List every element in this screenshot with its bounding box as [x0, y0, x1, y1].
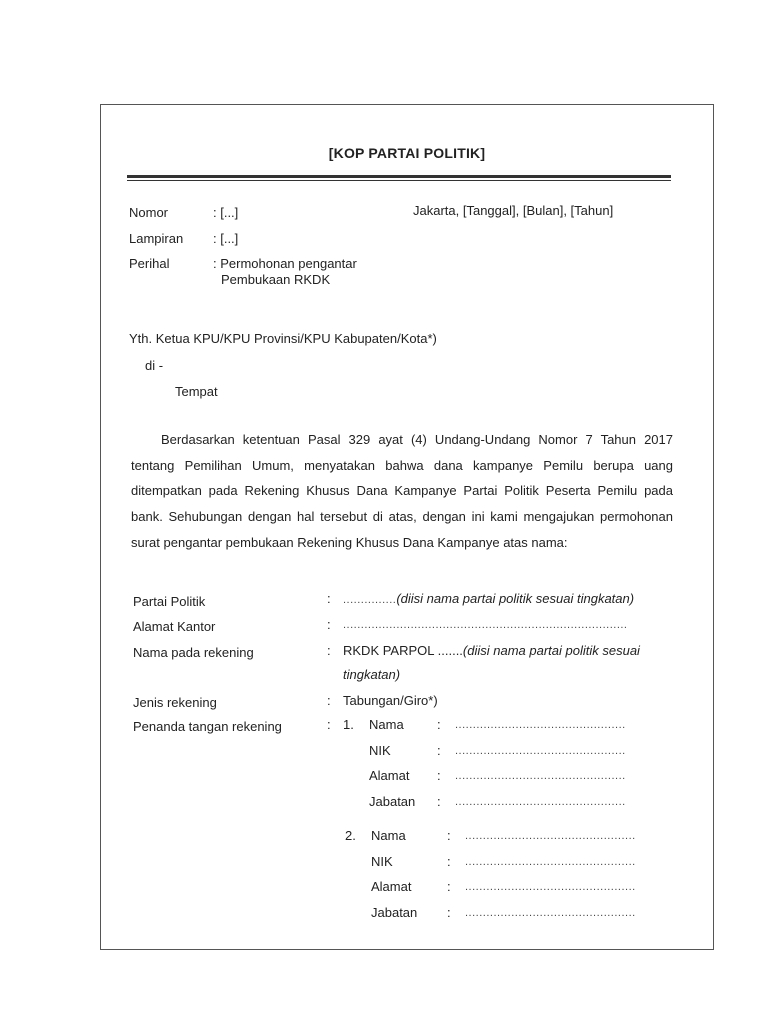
nama-rekening-note-2: tingkatan): [343, 667, 401, 682]
signer-1-jabatan-dots: ................................................: [455, 796, 626, 808]
signer-1-jabatan-label: Jabatan: [369, 794, 416, 809]
lampiran-label: Lampiran: [129, 231, 184, 246]
signer-1-number: 1.: [343, 717, 354, 732]
signer-1-alamat-dots: ................................................: [455, 770, 626, 782]
addressee-line3: Tempat: [175, 384, 218, 399]
perihal-value-line2: Pembukaan RKDK: [221, 272, 331, 287]
alamat-kantor-colon: :: [327, 617, 331, 632]
body-paragraph-text: Berdasarkan ketentuan Pasal 329 ayat (4) Undang-Undang Nomor 7 Tahun 2017 tentang Pemilihan Umum, menyatakan bahwa dana kampanye Pemilu berupa uang ditempatkan pada Rekening Khusus Dana Kampanye Partai Politik Peserta Pemilu pada bank. Sehubungan dengan hal tersebut di atas, dengan ini kami mengajukan permohonan surat pengantar pembukaan Rekening Khusus Dana Kampanye atas nama:: [131, 432, 673, 550]
lampiran-value: : [...]: [213, 231, 239, 246]
signer-1-nik-colon: :: [437, 743, 441, 758]
perihal-value-line1: : Permohonan pengantar: [213, 256, 357, 271]
partai-colon: :: [327, 591, 331, 606]
nama-rekening-value: [343, 643, 640, 658]
penanda-tangan-label: Penanda tangan rekening: [133, 719, 282, 734]
signer-2-jabatan-dots: ................................................: [465, 907, 636, 919]
letterhead-title: [KOP PARTAI POLITIK]: [328, 145, 486, 161]
signer-2-nik-label: NIK: [371, 854, 393, 869]
signer-2-nama-dots: ................................................: [465, 830, 636, 842]
letter-page: [100, 104, 714, 950]
partai-note: (diisi nama partai politik sesuai tingkatan): [396, 591, 635, 606]
addressee-line2: di -: [145, 358, 164, 373]
signer-2-jabatan-colon: :: [447, 905, 451, 920]
signer-1-alamat-colon: :: [437, 768, 441, 783]
nomor-value: : [...]: [213, 205, 239, 220]
signer-1-alamat-label: Alamat: [369, 768, 410, 783]
jenis-rekening-colon: :: [327, 693, 331, 708]
alamat-kantor-dots: ................................................................................: [343, 619, 628, 631]
nama-rekening-text: RKDK PARPOL .......: [343, 643, 463, 658]
signer-2-nik-dots: ................................................: [465, 856, 636, 868]
signer-2-alamat-label: Alamat: [371, 879, 412, 894]
penanda-tangan-colon: :: [327, 717, 331, 732]
signer-2-nama-colon: :: [447, 828, 451, 843]
jenis-rekening-value: Tabungan/Giro*): [343, 693, 438, 708]
perihal-label: Perihal: [129, 256, 170, 271]
nomor-label: Nomor: [129, 205, 169, 220]
letterhead-rule: [127, 175, 671, 181]
partai-label: Partai Politik: [133, 594, 206, 609]
date-place: Jakarta, [Tanggal], [Bulan], [Tahun]: [413, 203, 614, 218]
signer-2-number: 2.: [345, 828, 356, 843]
signer-2-alamat-dots: ................................................: [465, 881, 636, 893]
signer-2-nik-colon: :: [447, 854, 451, 869]
nama-rekening-note: (diisi nama partai politik sesuai: [462, 643, 640, 658]
signer-1-nama-dots: ................................................: [455, 719, 626, 731]
signer-1-nama-colon: :: [437, 717, 441, 732]
signer-1-jabatan-colon: :: [437, 794, 441, 809]
signer-1-nik-dots: ................................................: [455, 745, 626, 757]
body-paragraph: [131, 427, 673, 556]
jenis-rekening-label: Jenis rekening: [133, 695, 217, 710]
addressee-line1: Yth. Ketua KPU/KPU Provinsi/KPU Kabupaten/Kota*): [129, 331, 437, 346]
signer-2-nama-label: Nama: [371, 828, 406, 843]
signer-1-nama-label: Nama: [369, 717, 404, 732]
partai-value: [343, 591, 634, 606]
signer-1-nik-label: NIK: [369, 743, 391, 758]
partai-dots: ...............: [343, 594, 397, 606]
signer-2-jabatan-label: Jabatan: [371, 905, 418, 920]
nama-rekening-colon: :: [327, 643, 331, 658]
signer-2-alamat-colon: :: [447, 879, 451, 894]
nama-rekening-label: Nama pada rekening: [133, 645, 254, 660]
alamat-kantor-label: Alamat Kantor: [133, 619, 216, 634]
